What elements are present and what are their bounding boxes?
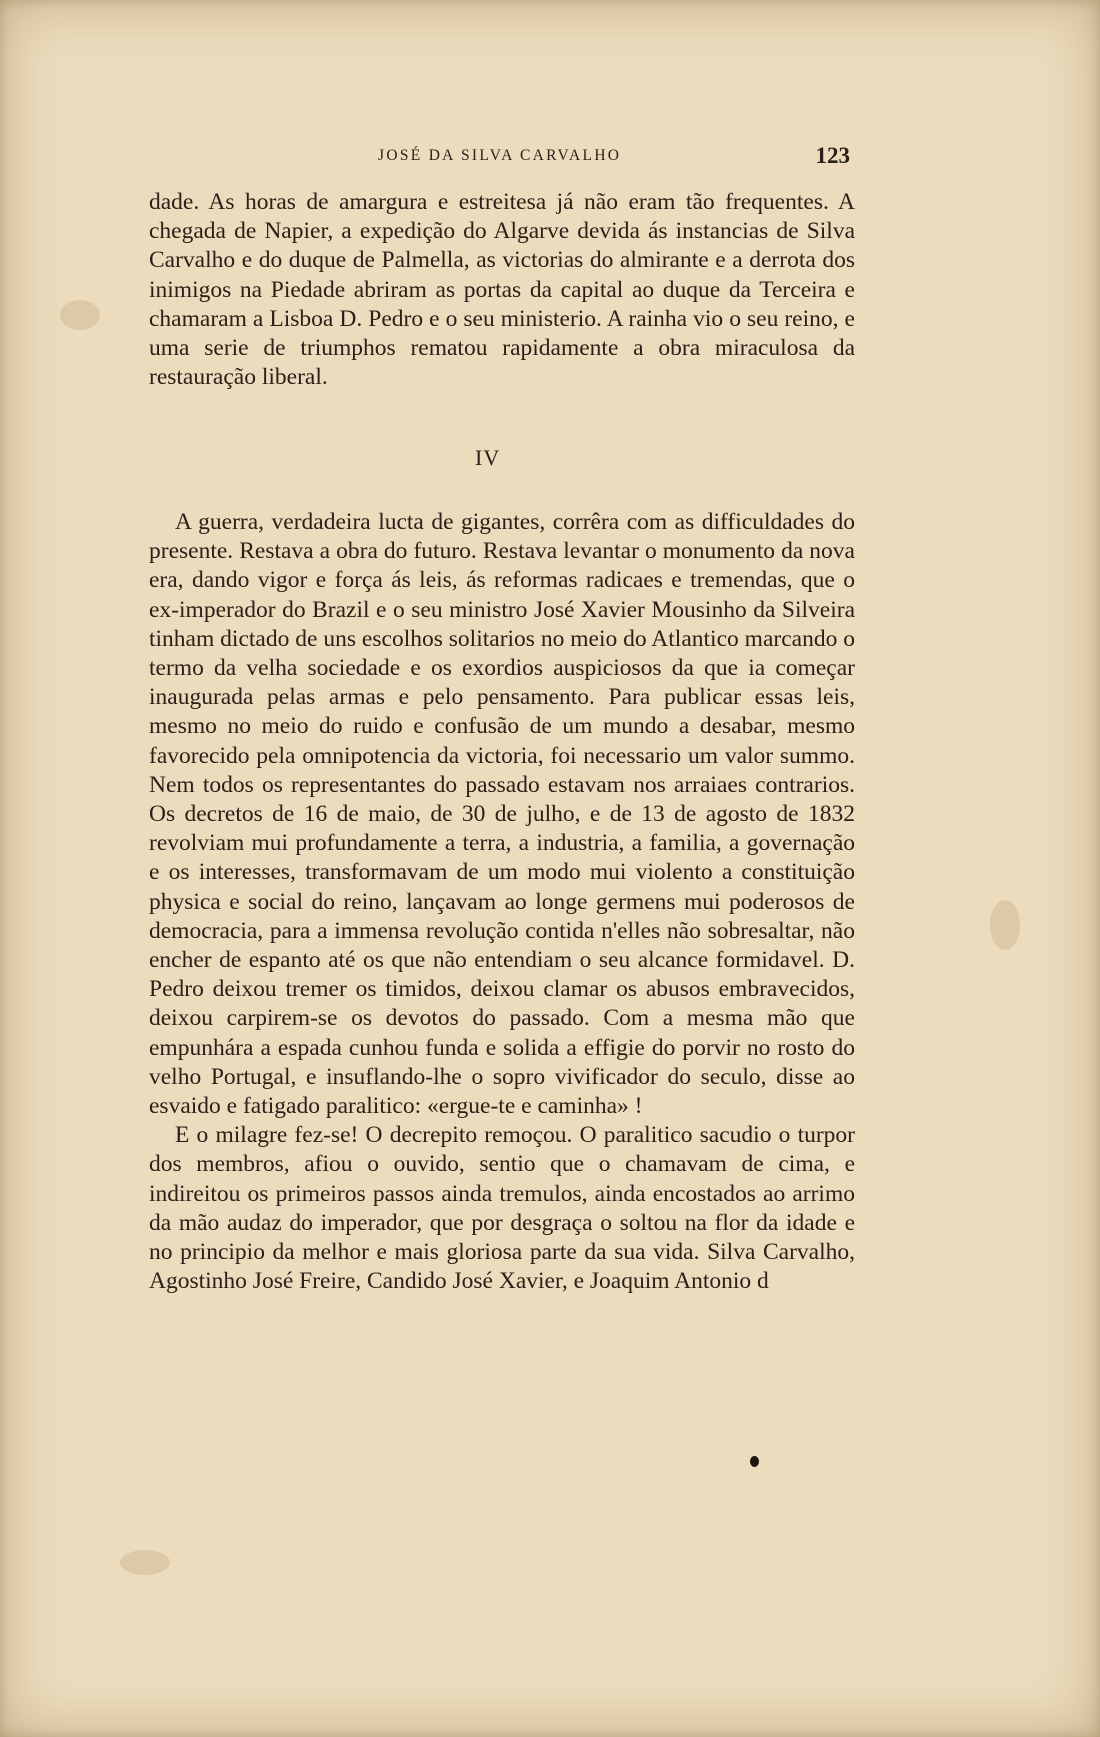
ink-mark (750, 1456, 759, 1467)
page-header (148, 143, 856, 173)
paragraph: dade. As horas de amargura e estreitesa já não eram tão frequentes. A chegada de Napier, a expedição do Algarve devida ás instancias de Silva Carvalho e do duque de Palmella, as victorias do almirante e a derrota dos inimigos na Piedade abriram as portas da capital ao duque da Terceira e chamaram a Lisboa D. Pedro e o seu ministerio. A rainha vio o seu reino, e uma serie de triumphos rematou rapidamente a obra miraculosa da restauração liberal. (149, 189, 855, 391)
text-block-top (149, 188, 855, 392)
paper-stain (990, 900, 1020, 950)
text-block-main (149, 508, 855, 1296)
page-number: 123 (815, 143, 850, 168)
section-heading: IV (475, 445, 501, 470)
paragraph: E o milagre fez-se! O decrepito remoçou. O paralitico sacudio o turpor dos membros, afiou o ouvido, sentio que o chamavam de cima, e indireitou os primeiros passos ainda tremulos, ainda encostados ao arrimo da mão audaz do imperador, que por desgraça o soltou na flor da idade e no principio da melhor e mais gloriosa parte da sua vida. Silva Carvalho, Agostinho José Freire, Candido José Xavier, e Joaquim Antonio d (149, 1122, 855, 1295)
paper-stain (60, 300, 100, 330)
running-title: JOSÉ DA SILVA CARVALHO (378, 147, 622, 164)
paragraph: A guerra, verdadeira lucta de gigantes, corrêra com as difficuldades do presente. Restava a obra do futuro. Restava levantar o monumento da nova era, dando vigor e força ás leis, ás reformas radicaes e tremendas, que o ex-imperador do Brazil e o seu ministro José Xavier Mousinho da Silveira tinham dictado de uns escolhos solitarios no meio do Atlantico marcando o termo da velha sociedade e os exordios auspiciosos da que ia começar inaugurada pelas armas e pelo pensamento. Para publicar essas leis, mesmo no meio do ruido e confusão de um mundo a desabar, mesmo favorecido pela omnipotencia da victoria, foi necessario um valor summo. Nem todos os representantes do passado estavam nos arraiaes contrarios. Os decretos de 16 de maio, de 30 de julho, e de 13 de agosto de 1832 revolviam mui profundamente a terra, a industria, a familia, a governação e os interesses, transformavam de um modo mui violento a constituição physica e social do reino, lançavam ao longe germens mui poderosos de democracia, para a immensa revolução contida n'elles não sobresaltar, não encher de espanto até os que não entendiam o seu alcance formidavel. D. Pedro deixou tremer os timidos, deixou clamar os abusos embravecidos, deixou carpirem-se os devotos do passado. Com a mesma mão que empunhára a espada cunhou funda e solida a effigie do porvir no rosto do velho Portugal, e insuflando-lhe o sopro vivificador do seculo, disse ao esvaido e fatigado paralitico: «ergue-te e caminha» ! (149, 509, 855, 1120)
paper-stain (120, 1550, 170, 1575)
